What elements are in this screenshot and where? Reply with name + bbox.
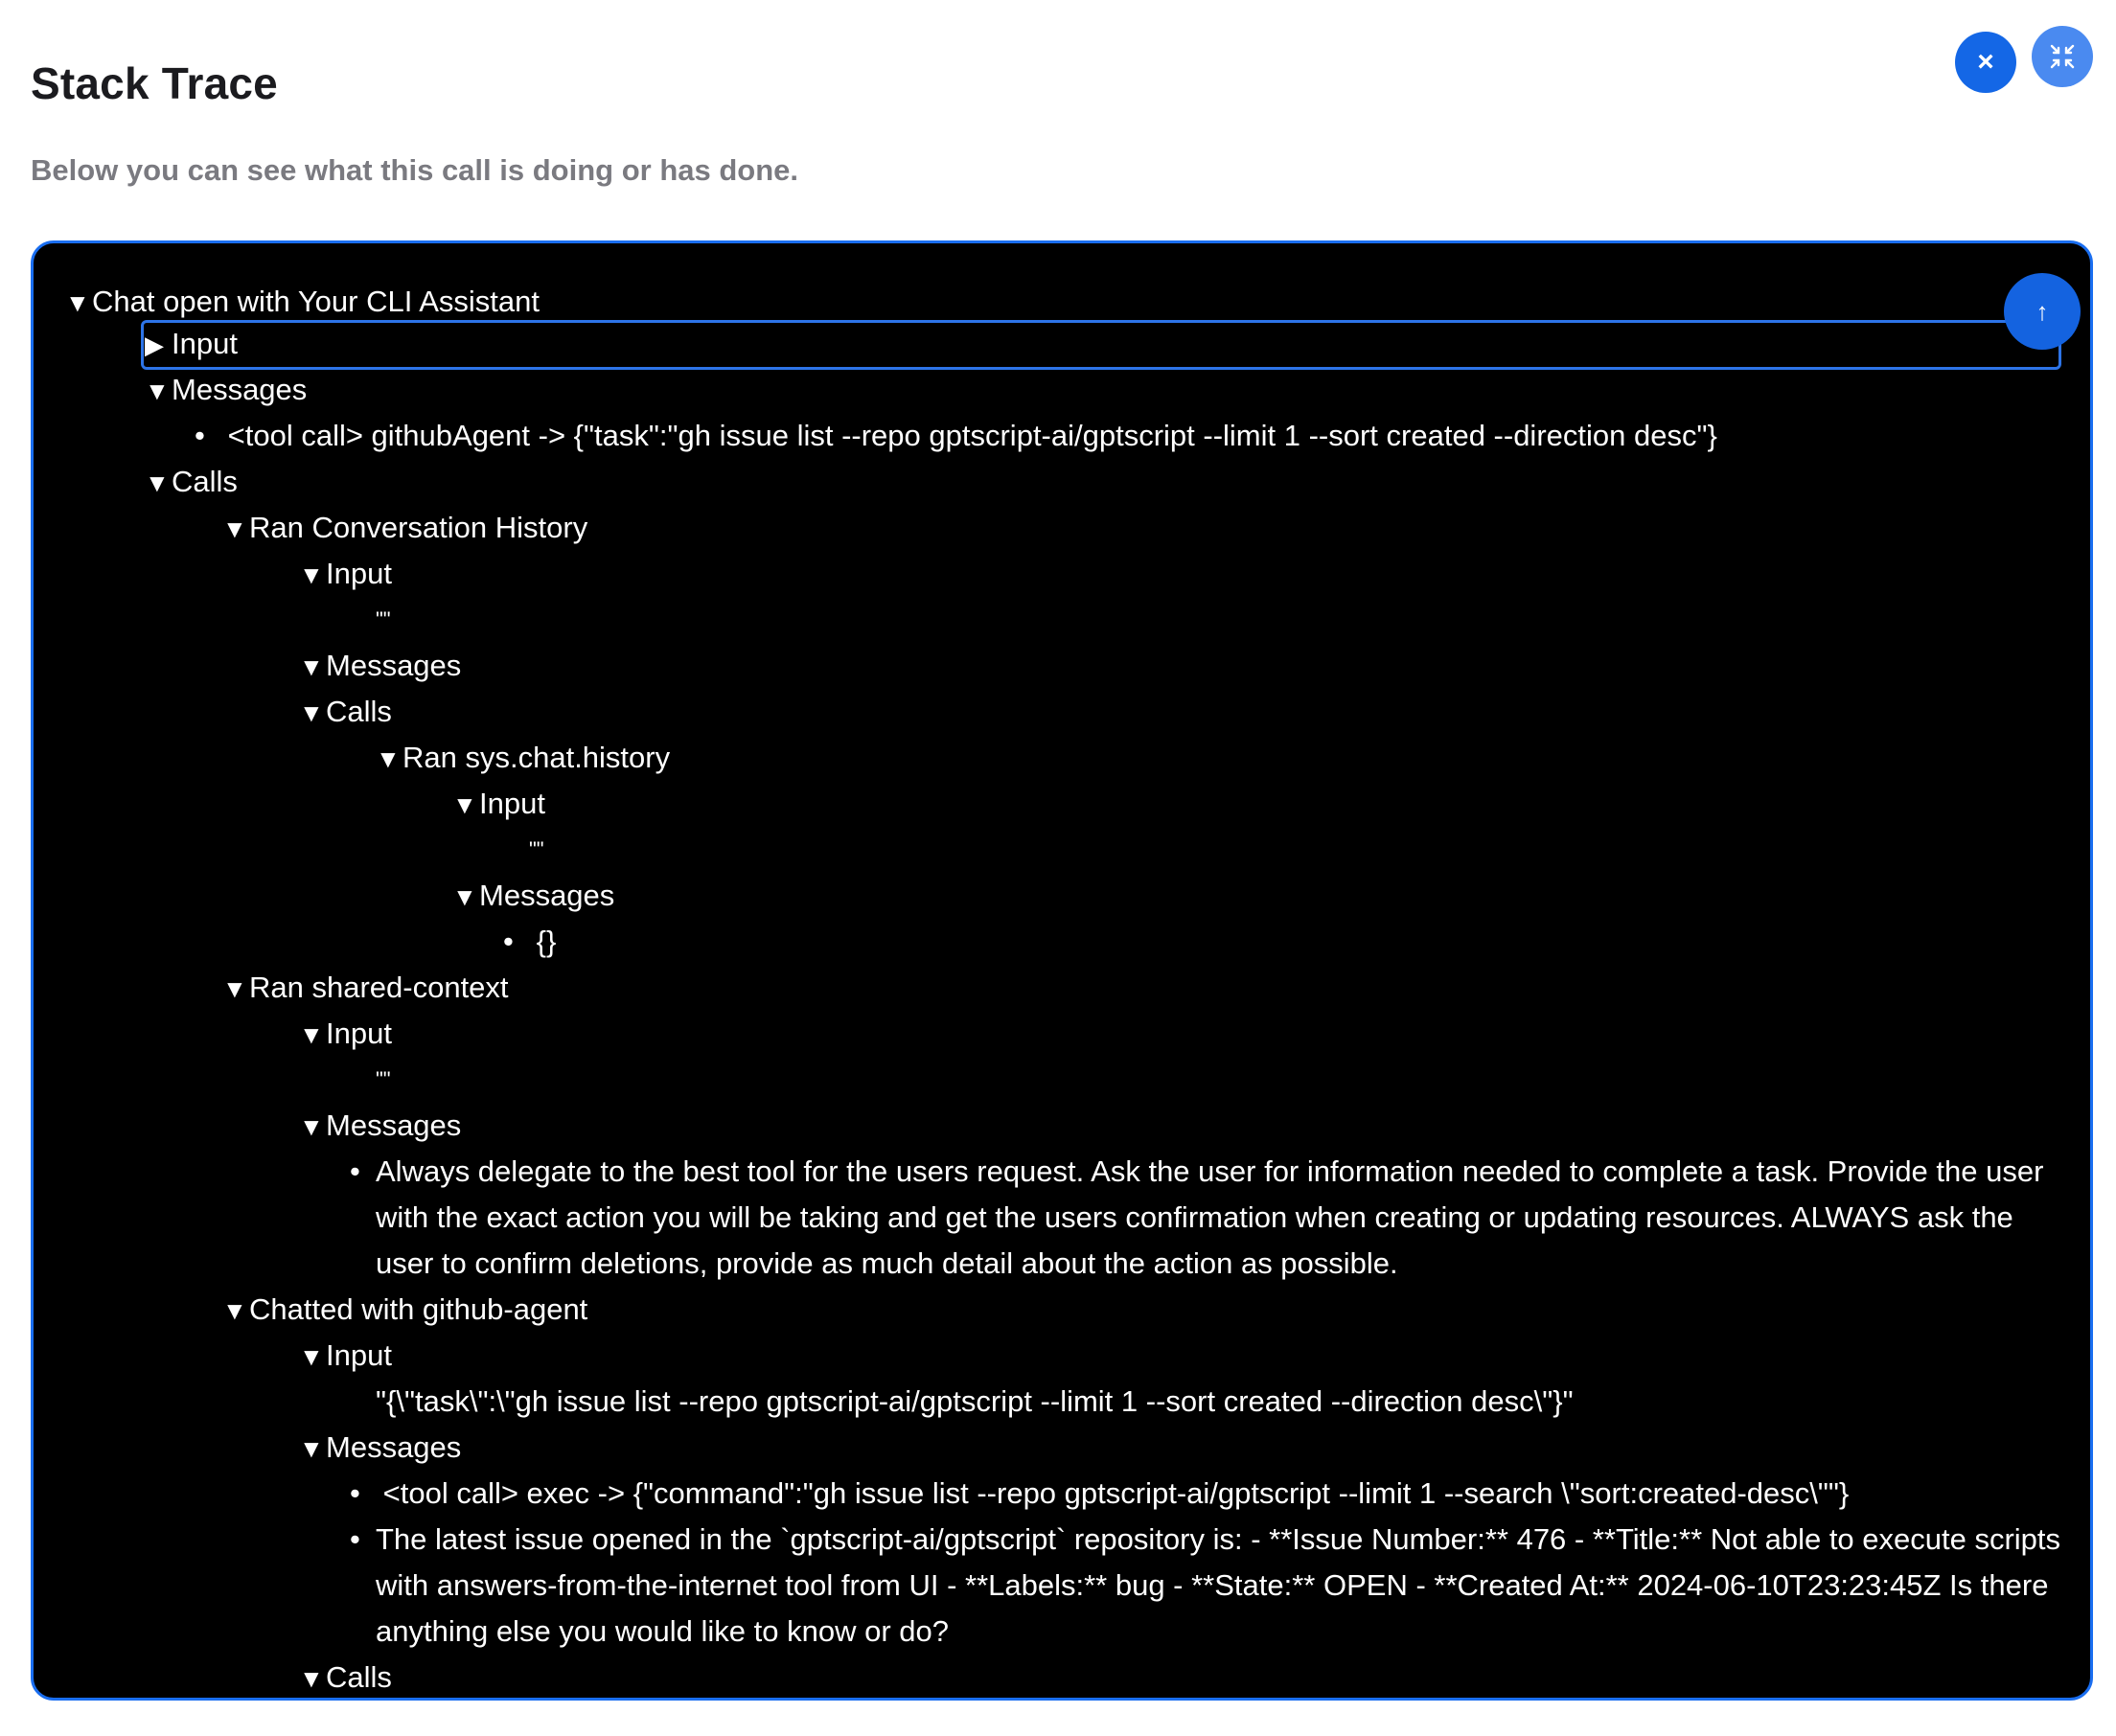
tree-node-input[interactable]: ▼Input (299, 1333, 392, 1380)
input-value: "" (376, 1067, 391, 1091)
input-value: "" (376, 607, 391, 631)
tree-node-calls[interactable]: ▼Calls (145, 459, 238, 506)
collapsed-triangle-icon: ▶ (145, 331, 164, 359)
tree-node-conversation-history[interactable]: ▼Ran Conversation History (222, 505, 587, 552)
list-item: • {} (503, 919, 556, 965)
bullet-icon: • (350, 1154, 360, 1188)
expanded-triangle-icon: ▼ (222, 514, 247, 543)
expanded-triangle-icon: ▼ (452, 882, 477, 911)
expanded-triangle-icon: ▼ (299, 1020, 324, 1049)
expanded-triangle-icon: ▼ (222, 1296, 247, 1325)
collapse-button[interactable] (2032, 26, 2093, 87)
tree-node-messages[interactable]: ▼Messages (145, 367, 307, 414)
expanded-triangle-icon: ▼ (299, 1664, 324, 1693)
list-item: Always delegate to the best tool for the users request. Ask the user for information needed to complete a task. Provide the user with the exact action you will be taking and get the users confirmation when creating or updating resources. ALWAYS ask the user to confirm deletions, provide as much detail about the action as possible. (376, 1154, 2044, 1280)
tree-node-root[interactable]: ▼Chat open with Your CLI Assistant (65, 279, 540, 326)
expanded-triangle-icon: ▼ (299, 652, 324, 681)
tree-node-calls[interactable]: ▼Calls (299, 689, 392, 736)
bullet-icon: • (350, 1476, 360, 1510)
tree-node-input[interactable]: ▼Input (452, 781, 545, 828)
focus-outline (141, 320, 2061, 370)
expanded-triangle-icon: ▼ (222, 974, 247, 1003)
close-icon: × (1977, 46, 1994, 78)
bullet-icon: • (195, 419, 205, 452)
page-title: Stack Trace (31, 58, 278, 108)
arrow-up-icon: ↑ (2036, 297, 2049, 326)
expanded-triangle-icon: ▼ (299, 1342, 324, 1371)
expanded-triangle-icon: ▼ (452, 790, 477, 819)
list-item: • <tool call> exec -> {"command":"gh issue list --repo gptscript-ai/gptscript --limit 1 --search \"sort:created-desc\""} (350, 1471, 1849, 1517)
tree-node-messages[interactable]: ▼Messages (299, 643, 461, 690)
expanded-triangle-icon: ▼ (299, 1434, 324, 1463)
close-button[interactable] (1955, 32, 2016, 93)
expanded-triangle-icon: ▼ (299, 698, 324, 727)
scroll-to-top-button[interactable] (2004, 273, 2081, 350)
tree-node-messages[interactable]: ▼Messages (452, 873, 614, 920)
tree-node-input[interactable]: ▼Input (299, 551, 392, 598)
stack-trace-panel[interactable] (31, 240, 2093, 1701)
expanded-triangle-icon: ▼ (299, 560, 324, 589)
expanded-triangle-icon: ▼ (299, 1112, 324, 1141)
tree-node-shared-context[interactable]: ▼Ran shared-context (222, 965, 509, 1012)
expanded-triangle-icon: ▼ (376, 744, 401, 773)
tree-node-messages[interactable]: ▼Messages (299, 1103, 461, 1150)
tree-node-input[interactable]: ▶ Input (145, 321, 238, 368)
page-subtitle: Below you can see what this call is doing or has done. (31, 153, 799, 187)
tree-node-calls[interactable]: ▼Calls (299, 1655, 392, 1701)
tree-node-github-agent[interactable]: ▼Chatted with github-agent (222, 1287, 587, 1334)
list-item: The latest issue opened in the `gptscript-ai/gptscript` repository is: - **Issue Number:** 476 - **Title:** Not able to execute scripts with answers-from-the-internet tool from UI - **Labels:** bug - **State:** OPEN - **Created At:** 2024-06-10T23:23:45Z Is there anything else you would like to know or do? (376, 1522, 2061, 1648)
collapse-arrows-icon (2048, 42, 2077, 71)
bullet-icon: • (503, 925, 514, 958)
input-value: "{\"task\":\"gh issue list --repo gptscript-ai/gptscript --limit 1 --sort created --direction desc\"}" (376, 1384, 1574, 1418)
expanded-triangle-icon: ▼ (145, 377, 170, 405)
tree-node-messages[interactable]: ▼Messages (299, 1425, 461, 1472)
input-value: "" (529, 837, 544, 861)
tree-node-input[interactable]: ▼Input (299, 1011, 392, 1058)
bullet-icon: • (350, 1522, 360, 1556)
tree-node-sys-chat-history[interactable]: ▼Ran sys.chat.history (376, 735, 670, 782)
list-item: • <tool call> githubAgent -> {"task":"gh issue list --repo gptscript-ai/gptscript --limit 1 --sort created --direction desc"} (195, 413, 1717, 459)
expanded-triangle-icon: ▼ (65, 288, 90, 317)
expanded-triangle-icon: ▼ (145, 468, 170, 497)
